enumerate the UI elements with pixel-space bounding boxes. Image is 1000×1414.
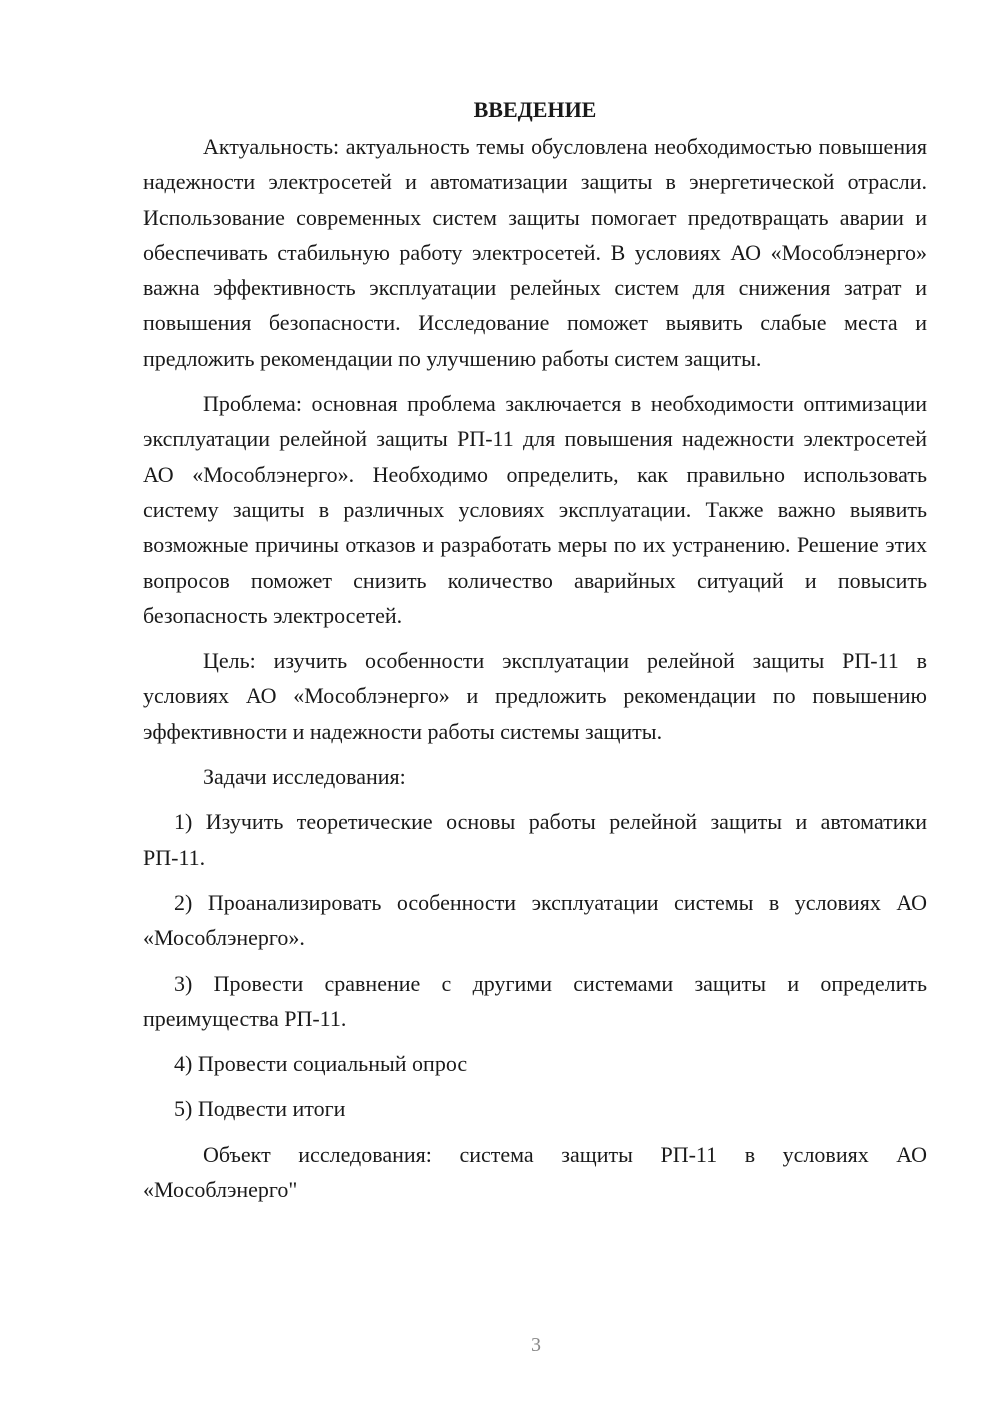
paragraph-object: Объект исследования: система защиты РП-11 в условиях АО «Мособлэнерго": [143, 1141, 927, 1203]
task-item-4: 4) Провести социальный опрос: [174, 1051, 468, 1077]
task-item-5: 5) Подвести итоги: [174, 1096, 346, 1122]
page-number: 3: [531, 1334, 541, 1356]
tasks-title: Задачи исследования:: [203, 764, 406, 790]
section-heading: ВВЕДЕНИЕ: [473, 97, 597, 122]
task-item-1: 1) Изучить теоретические основы работы релейной защиты и автоматики РП-11.: [143, 809, 927, 870]
paragraph-goal: Цель: изучить особенности эксплуатации релейной защиты РП-11 в условиях АО «Мособлэнерго» и предложить рекомендации по повышению эффективности и надежности работы системы защиты.: [143, 648, 927, 744]
task-item-3: 3) Провести сравнение с другими системами защиты и определить преимущества РП-11.: [143, 970, 927, 1031]
document-page: [143, 92, 927, 1217]
paragraph-relevance: Актуальность: актуальность темы обусловлена необходимостью повышения надежности электросетей и автоматизации защиты в энергетической отрасли. Использование современных систем защиты помогает предотвращать аварии и обеспечивать стабильную работу электросетей. В условиях АО «Мособлэнерго» важна эффективность эксплуатации релейных систем для снижения затрат и повышения безопасности. Исследование поможет выявить слабые места и предложить рекомендации по улучшению работы систем защиты.: [143, 134, 927, 371]
task-item-2: 2) Проанализировать особенности эксплуатации системы в условиях АО «Мособлэнерго».: [143, 889, 927, 951]
paragraph-problem: Проблема: основная проблема заключается в необходимости оптимизации эксплуатации релейной защиты РП-11 для повышения надежности электросетей АО «Мособлэнерго». Необходимо определить, как правильно использовать систему защиты в различных условиях эксплуатации. Также важно выявить возможные причины отказов и разработать меры по их устранению. Решение этих вопросов поможет снизить количество аварийных ситуаций и повысить безопасность электросетей.: [143, 391, 927, 628]
